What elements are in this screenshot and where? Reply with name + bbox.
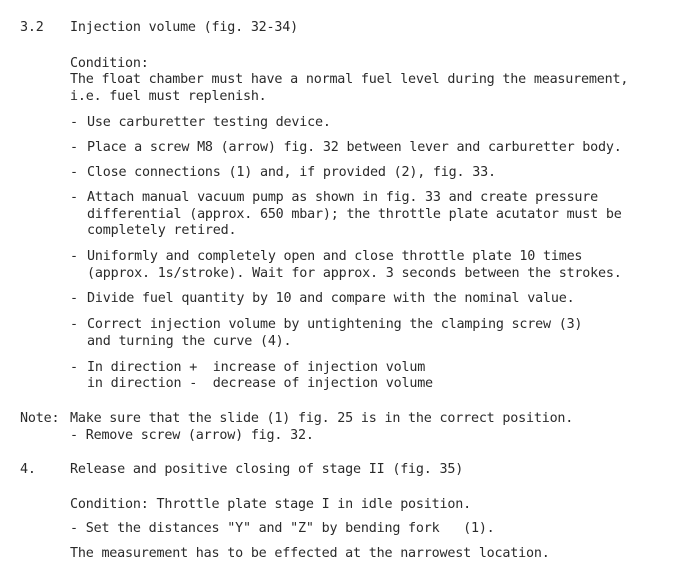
list-item-continued: (approx. 1s/stroke). Wait for approx. 3 seconds between the strokes. [87,266,622,281]
list-item-continued: completely retired. [87,223,237,238]
condition-line: Condition: Throttle plate stage I in idle position. [70,497,471,512]
list-item-continued: in direction - decrease of injection volume [87,376,433,391]
bullet-mark: - [70,317,78,332]
section-title: Release and positive closing of stage II (fig. 35) [70,462,464,477]
bullet-mark: - [70,140,78,155]
list-item: Close connections (1) and, if provided (2), fig. 33. [87,165,496,180]
list-item: Place a screw M8 (arrow) fig. 32 between lever and carburetter body. [87,140,622,155]
bullet-mark: - [70,115,78,130]
bullet-mark: - [70,190,78,205]
closing-text: The measurement has to be effected at the narrowest location. [70,546,550,561]
note-label: Note: [20,411,60,426]
bullet-mark: - [70,249,78,264]
section-number: 3.2 [20,20,44,35]
condition-label: Condition: [70,56,149,71]
section-number: 4. [20,462,36,477]
bullet-mark: - [70,360,78,375]
list-item-continued: differential (approx. 650 mbar); the throttle plate acutator must be [87,207,622,222]
list-item-continued: and turning the curve (4). [87,334,292,349]
section-title: Injection volume (fig. 32-34) [70,20,298,35]
condition-text-line: The float chamber must have a normal fuel level during the measurement, [70,72,629,87]
note-subitem: - Remove screw (arrow) fig. 32. [70,428,314,443]
list-item: Attach manual vacuum pump as shown in fig. 33 and create pressure [87,190,599,205]
bullet-mark: - [70,291,78,306]
list-item: In direction + increase of injection volum [87,360,426,375]
condition-text-line: i.e. fuel must replenish. [70,89,267,104]
list-item: - Set the distances "Y" and "Z" by bending fork (1). [70,521,495,536]
list-item: Use carburetter testing device. [87,115,331,130]
list-item: Uniformly and completely open and close throttle plate 10 times [87,249,583,264]
list-item: Divide fuel quantity by 10 and compare with the nominal value. [87,291,575,306]
bullet-mark: - [70,165,78,180]
list-item: Correct injection volume by untightening the clamping screw (3) [87,317,583,332]
note-text: Make sure that the slide (1) fig. 25 is in the correct position. [70,411,574,426]
